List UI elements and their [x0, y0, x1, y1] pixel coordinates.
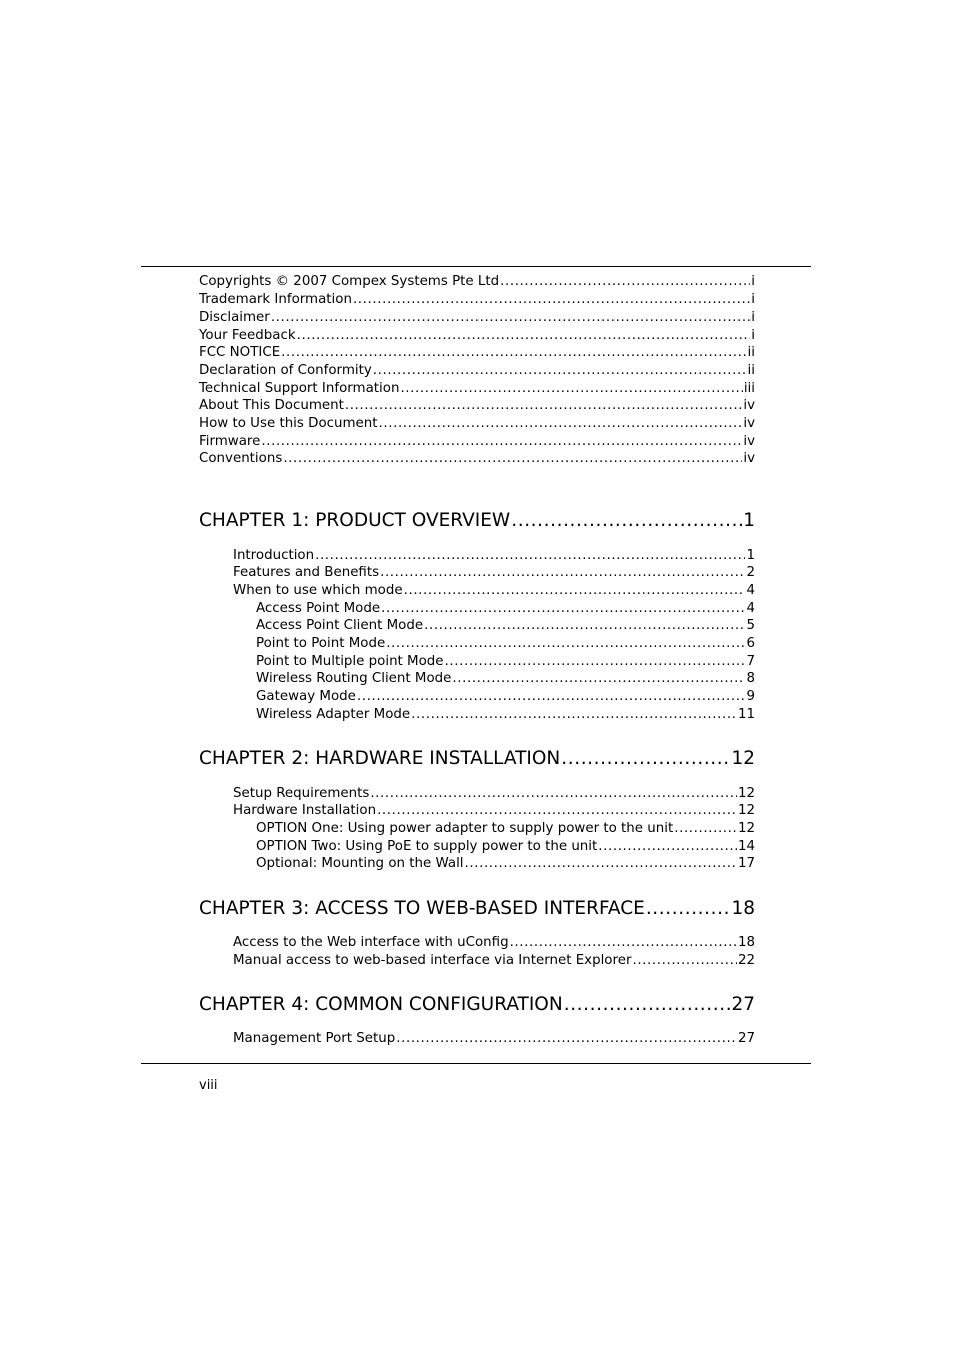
dot-leader: [598, 838, 737, 855]
toc-entry-page: 12: [737, 821, 755, 836]
toc-entry-title: Introduction: [233, 548, 315, 563]
toc-entry[interactable]: [199, 433, 755, 450]
toc-entry-title: Hardware Installation: [233, 803, 377, 818]
toc-entry-title: Features and Benefits: [233, 565, 380, 580]
dot-leader: [411, 706, 737, 723]
toc-entry[interactable]: [233, 582, 755, 599]
toc-entry-page: 2: [746, 565, 755, 580]
toc-entry-title: How to Use this Document: [199, 416, 378, 431]
toc-entry-title: FCC NOTICE: [199, 345, 281, 360]
toc-entry-title: Technical Support Information: [199, 381, 400, 396]
dot-leader: [377, 802, 737, 819]
page-number: viii: [199, 1078, 218, 1093]
toc-entry-title: Conventions: [199, 451, 283, 466]
toc-entry-title: Disclaimer: [199, 310, 270, 325]
dot-leader: [370, 785, 737, 802]
toc-entry[interactable]: [199, 450, 755, 467]
toc-entry[interactable]: [199, 291, 755, 308]
toc-entry-title: Trademark Information: [199, 292, 352, 307]
chapter-heading[interactable]: [199, 993, 755, 1017]
toc-entry-page: i: [751, 310, 755, 325]
dot-leader: [500, 273, 750, 290]
dot-leader: [345, 397, 743, 414]
toc-entry[interactable]: [256, 688, 755, 705]
bottom-rule: [141, 1063, 811, 1064]
toc-entry-page: iv: [743, 398, 755, 413]
toc-entry-page: 12: [737, 786, 755, 801]
toc-entry-title: OPTION One: Using power adapter to supply power to the unit: [256, 821, 674, 836]
dot-leader: [283, 450, 742, 467]
toc-entry-title: Copyrights © 2007 Compex Systems Pte Ltd: [199, 274, 500, 289]
toc-entry-title: About This Document: [199, 398, 344, 413]
toc-entry-page: 4: [746, 583, 755, 598]
toc-entry[interactable]: [233, 1030, 755, 1047]
dot-leader: [646, 897, 731, 921]
toc-entry[interactable]: [256, 838, 755, 855]
chapter-page: 12: [731, 748, 755, 769]
toc-entry-title: Your Feedback: [199, 328, 296, 343]
toc-entry-title: Firmware: [199, 434, 261, 449]
toc-entry[interactable]: [256, 617, 755, 634]
toc-entry-title: Gateway Mode: [256, 689, 356, 704]
toc-entry-page: 14: [737, 839, 755, 854]
dot-leader: [674, 820, 737, 837]
toc-entry-page: iii: [743, 381, 755, 396]
chapter-page: 27: [731, 994, 755, 1015]
toc-entry-page: 9: [746, 689, 755, 704]
toc-entry-page: 4: [746, 601, 755, 616]
chapter-heading[interactable]: [199, 897, 755, 921]
dot-leader: [386, 635, 745, 652]
dot-leader: [381, 600, 745, 617]
chapter-page: 18: [731, 898, 755, 919]
dot-leader: [445, 653, 746, 670]
toc-entry-page: 27: [737, 1031, 755, 1046]
toc-entry-page: i: [751, 274, 755, 289]
dot-leader: [353, 291, 750, 308]
toc-entry-page: i: [751, 292, 755, 307]
dot-leader: [373, 362, 747, 379]
toc-entry-page: iv: [743, 451, 755, 466]
toc-entry-title: Point to Point Mode: [256, 636, 386, 651]
toc-entry-page: 11: [737, 707, 755, 722]
toc-entry[interactable]: [199, 415, 755, 432]
toc-entry-title: OPTION Two: Using PoE to supply power to the unit: [256, 839, 598, 854]
toc-entry-page: 22: [737, 953, 755, 968]
toc-entry[interactable]: [256, 635, 755, 652]
dot-leader: [632, 952, 736, 969]
toc-entry-page: 1: [746, 548, 755, 563]
toc-entry[interactable]: [199, 397, 755, 414]
dot-leader: [465, 855, 737, 872]
toc-entry-title: Declaration of Conformity: [199, 363, 372, 378]
toc-entry-title: Setup Requirements: [233, 786, 370, 801]
toc-entry[interactable]: [233, 952, 755, 969]
toc-entry-title: Access to the Web interface with uConfig: [233, 935, 509, 950]
toc-entry-page: ii: [747, 345, 755, 360]
toc-entry-page: ii: [747, 363, 755, 378]
toc-entry[interactable]: [256, 653, 755, 670]
toc-entry-title: Access Point Client Mode: [256, 618, 424, 633]
toc-entry[interactable]: [256, 820, 755, 837]
toc-entry-title: Manual access to web-based interface via Internet Explorer: [233, 953, 632, 968]
toc-entry-page: 7: [746, 654, 755, 669]
chapter-page: 1: [743, 510, 755, 531]
toc-entry-page: iv: [743, 434, 755, 449]
dot-leader: [261, 433, 742, 450]
toc-entry-title: Wireless Routing Client Mode: [256, 671, 452, 686]
chapter-title: CHAPTER 3: ACCESS TO WEB-BASED INTERFACE: [199, 898, 645, 919]
dot-leader: [404, 582, 746, 599]
chapter-title: CHAPTER 1: PRODUCT OVERVIEW: [199, 510, 511, 531]
toc-entry[interactable]: [199, 380, 755, 397]
toc-entry-title: Optional: Mounting on the Wall: [256, 856, 464, 871]
toc-entry[interactable]: [199, 327, 755, 344]
toc-entry-page: 8: [746, 671, 755, 686]
toc-entry-page: 5: [746, 618, 755, 633]
dot-leader: [315, 547, 745, 564]
toc-entry-page: 18: [737, 935, 755, 950]
toc-entry[interactable]: [256, 600, 755, 617]
toc-entry-title: Point to Multiple point Mode: [256, 654, 444, 669]
toc-entry-title: Access Point Mode: [256, 601, 381, 616]
dot-leader: [564, 993, 731, 1017]
toc-entry[interactable]: [233, 802, 755, 819]
toc-entry-page: 12: [737, 803, 755, 818]
toc-entry[interactable]: [233, 564, 755, 581]
toc-entry-title: Management Port Setup: [233, 1031, 396, 1046]
dot-leader: [379, 415, 743, 432]
toc-entry[interactable]: [233, 785, 755, 802]
dot-leader: [380, 564, 745, 581]
toc-entry-page: 17: [737, 856, 755, 871]
chapter-title: CHAPTER 2: HARDWARE INSTALLATION: [199, 748, 561, 769]
dot-leader: [510, 934, 737, 951]
chapter-heading[interactable]: [199, 747, 755, 771]
toc-entry[interactable]: [256, 670, 755, 687]
toc-entry-page: iv: [743, 416, 755, 431]
toc-entry[interactable]: [199, 273, 755, 290]
dot-leader: [357, 688, 746, 705]
dot-leader: [561, 747, 730, 771]
top-rule: [141, 266, 811, 267]
dot-leader: [452, 670, 745, 687]
toc-entry-page: 6: [746, 636, 755, 651]
dot-leader: [281, 344, 746, 361]
toc-entry[interactable]: [233, 547, 755, 564]
toc-entry-title: When to use which mode: [233, 583, 403, 598]
dot-leader: [424, 617, 745, 634]
dot-leader: [271, 309, 750, 326]
chapter-title: CHAPTER 4: COMMON CONFIGURATION: [199, 994, 563, 1015]
dot-leader: [511, 509, 742, 533]
toc-entry-page: i: [751, 328, 755, 343]
toc-entry[interactable]: [199, 344, 755, 361]
toc-entry[interactable]: [199, 309, 755, 326]
toc-entry[interactable]: [256, 706, 755, 723]
dot-leader: [396, 1030, 737, 1047]
chapter-heading[interactable]: [199, 509, 755, 533]
dot-leader: [400, 380, 742, 397]
toc-entry[interactable]: [233, 934, 755, 951]
toc-entry[interactable]: [256, 855, 755, 872]
toc-entry-title: Wireless Adapter Mode: [256, 707, 411, 722]
dot-leader: [297, 327, 751, 344]
toc-entry[interactable]: [199, 362, 755, 379]
